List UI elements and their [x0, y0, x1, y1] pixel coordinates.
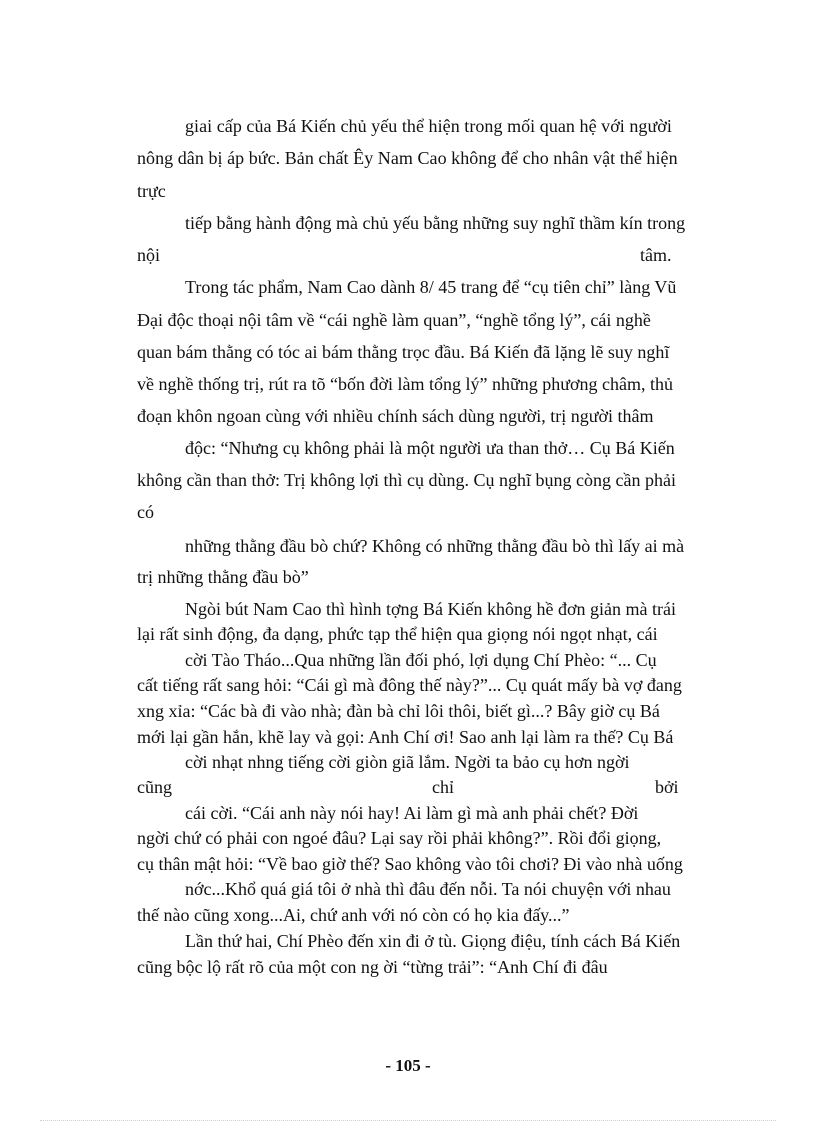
text-line: trực [137, 181, 166, 201]
text-line: đoạn khôn ngoan cùng với nhiều chính sách dùng người, trị người thâm [137, 406, 654, 426]
text-line: ngời chứ có phải con ngoé đâu? Lại say rồi phải không?”. Rồi đổi giọng, [137, 828, 662, 848]
text-line: nông dân bị áp bức. Bản chất Êy Nam Cao không để cho nhân vật thể hiện [137, 148, 678, 168]
text-line: cất tiếng rất sang hỏi: “Cái gì mà đông thế này?”... Cụ quát mấy bà vợ đang [137, 675, 682, 695]
text-line: cụ thân mật hỏi: “Về bao giờ thế? Sao không vào tôi chơi? Đi vào nhà uống [137, 854, 683, 874]
text-line: cũng bộc lộ rất rõ của một con ng ời “từng trải”: “Anh Chí đi đâu [137, 957, 608, 977]
page-number: - 105 - [385, 1056, 431, 1075]
text-line: Lần thứ hai, Chí Phèo đến xin đi ở tù. Giọng điệu, tính cách Bá Kiến [185, 931, 681, 951]
text-line: nớc...Khổ quá giá tôi ở nhà thì đâu đến nỗi. Ta nói chuyện với nhau [185, 879, 671, 899]
text-line: chỉ [432, 777, 454, 797]
text-line: cũng [137, 777, 172, 797]
text-line: độc: “Nhưng cụ không phải là một người ưa than thở… Cụ Bá Kiến [185, 438, 675, 458]
text-line: về nghề thống trị, rút ra tõ “bốn đời làm tổng lý” những phương châm, thủ [137, 374, 673, 394]
text-line: giai cấp của Bá Kiến chủ yếu thể hiện trong mối quan hệ với người [185, 116, 672, 136]
text-line: cời nhạt nhng tiếng cời giòn giã lắm. Ngời ta bảo cụ hơn ngời [185, 752, 630, 772]
text-line: tâm. [640, 245, 672, 265]
text-line: Ngòi bút Nam Cao thì hình tợng Bá Kiến không hề đơn giản mà trái [185, 599, 676, 619]
text-line: có [137, 502, 154, 522]
text-line: trị những thằng đầu bò” [137, 567, 309, 587]
text-line: những thằng đầu bò chứ? Không có những thằng đầu bò thì lấy ai mà [185, 536, 685, 556]
text-line: Trong tác phẩm, Nam Cao dành 8/ 45 trang để “cụ tiên chỉ” làng Vũ [185, 277, 677, 297]
footer-divider [40, 1120, 776, 1121]
text-line: tiếp bằng hành động mà chủ yếu bằng những suy nghĩ thầm kín trong [185, 213, 686, 233]
text-line: mới lại gần hắn, khẽ lay và gọi: Anh Chí ơi! Sao anh lại làm ra thế? Cụ Bá [137, 727, 674, 747]
text-line: không cần than thở: Trị không lợi thì cụ dùng. Cụ nghĩ bụng còng cần phải [137, 470, 676, 490]
text-line: cời Tào Tháo...Qua những lần đối phó, lợi dụng Chí Phèo: “... Cụ [185, 650, 657, 670]
text-line: thế nào cũng xong...Ai, chứ anh với nó còn có họ kia đấy...” [137, 905, 570, 925]
text-line: bởi [655, 777, 679, 797]
text-line: lại rất sinh động, đa dạng, phức tạp thể hiện qua giọng nói ngọt nhạt, cái [137, 624, 658, 644]
text-line: Đại độc thoại nội tâm về “cái nghề làm quan”, “nghề tổng lý”, cái nghề [137, 310, 651, 330]
text-line: quan bám thằng có tóc ai bám thằng trọc đầu. Bá Kiến đã lặng lẽ suy nghĩ [137, 342, 670, 362]
text-line: nội [137, 245, 161, 265]
text-line: cái cời. “Cái anh này nói hay! Ai làm gì mà anh phải chết? Đời [185, 803, 639, 823]
text-line: xng xỉa: “Các bà đi vào nhà; đàn bà chỉ lôi thôi, biết gì...? Bây giờ cụ Bá [137, 701, 660, 721]
